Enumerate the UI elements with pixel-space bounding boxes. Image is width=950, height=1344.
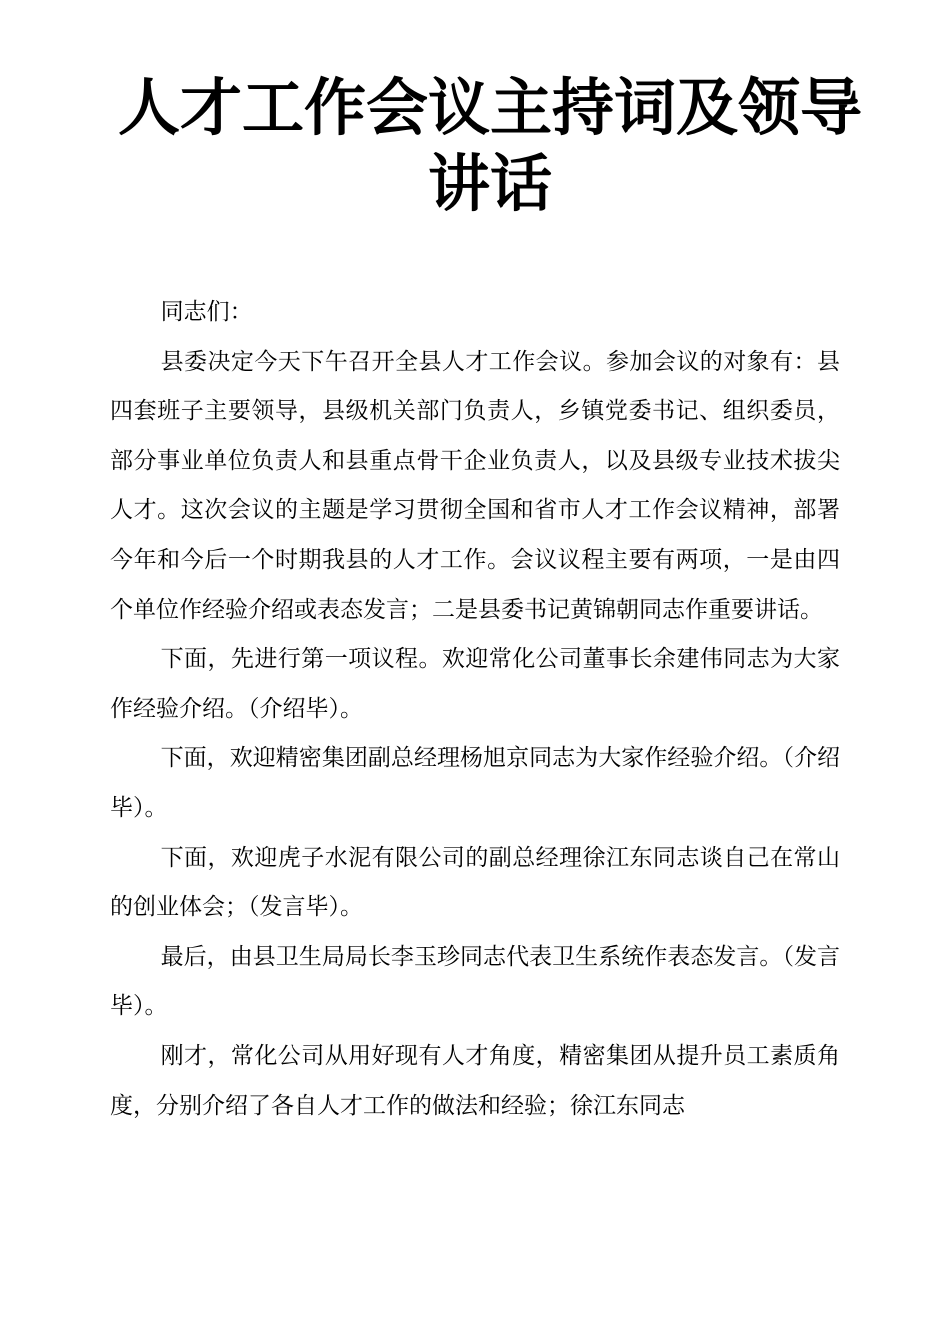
paragraph-first-agenda: 下面，先进行第一项议程。欢迎常化公司董事长余建伟同志为大家作经验介绍。（介绍毕）。: [110, 646, 840, 722]
document-body: [110, 288, 840, 1131]
paragraph-second-speaker: 下面，欢迎精密集团副总经理杨旭京同志为大家作经验介绍。（介绍毕）。: [110, 745, 840, 821]
paragraph-meeting-intro: 县委决定今天下午召开全县人才工作会议。参加会议的对象有：县四套班子主要领导，县级机关部门负责人，乡镇党委书记、组织委员，部分事业单位负责人和县重点骨干企业负责人，以及县级专业技术拔尖人才。这次会议的主题是学习贯彻全国和省市人才工作会议精神，部署今年和今后一个时期我县的人才工作。会议议程主要有两项，一是由四个单位作经验介绍或表态发言；二是县委书记黄锦朝同志作重要讲话。: [110, 348, 840, 623]
paragraph-summary: 刚才，常化公司从用好现有人才角度，精密集团从提升员工素质角度，分别介绍了各自人才工作的做法和经验；徐江东同志: [110, 1042, 840, 1119]
document-title-line-1: 人才工作会议主持词及领导: [117, 71, 862, 144]
salutation: 同志们：: [160, 299, 253, 325]
paragraph-final-speaker: 最后，由县卫生局局长李玉珍同志代表卫生系统作表态发言。（发言毕）。: [110, 943, 840, 1020]
document-title: [100, 70, 880, 222]
document-title-line-2: 讲话: [427, 147, 552, 220]
paragraph-third-speaker: 下面，欢迎虎子水泥有限公司的副总经理徐江东同志谈自己在常山的创业体会；（发言毕）。: [110, 844, 840, 921]
